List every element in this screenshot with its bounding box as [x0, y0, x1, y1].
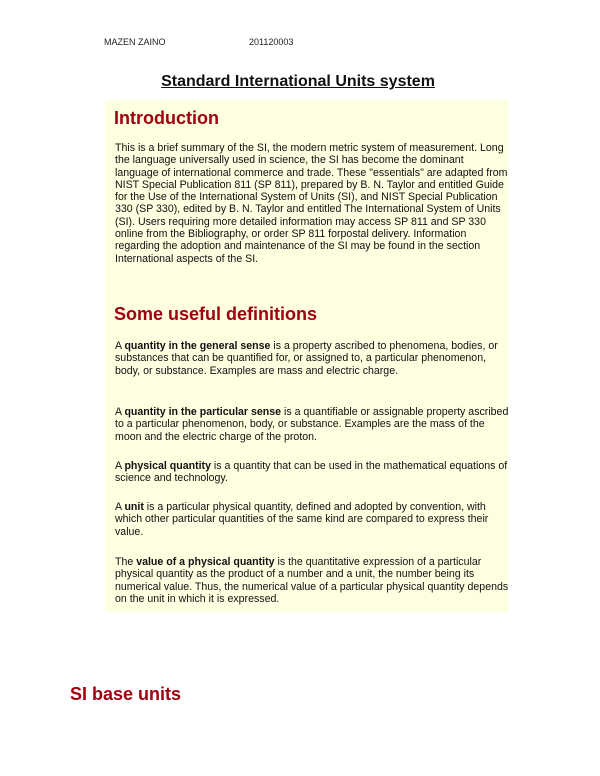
definition-term: quantity in the general sense	[124, 340, 271, 352]
definition-prefix: A	[115, 460, 125, 472]
introduction-heading: Introduction	[114, 108, 219, 128]
definition-term: physical quantity	[124, 460, 211, 472]
definition-text: is the quantitative expression of a particular physical quantity as the product of a number and a unit, the number being its numerical value. Thus, the numerical value of a particular physical quantity depends on the unit in which it is expressed.	[115, 556, 509, 605]
document-title: Standard International Units system	[161, 73, 435, 90]
definitions-heading: Some useful definitions	[114, 304, 318, 324]
definition-prefix: A	[115, 340, 125, 352]
definition-prefix: A	[115, 406, 125, 418]
definition-unit	[115, 501, 510, 538]
definition-term: value of a physical quantity	[136, 556, 275, 568]
definition-value-of-quantity	[115, 556, 510, 605]
definition-term: unit	[124, 501, 144, 513]
introduction-paragraph: This is a brief summary of the SI, the modern metric system of measurement. Long the language universally used in science, the SI has become the dominant language of international commerce and trade. These "essentials" are adapted from NIST Special Publication 811 (SP 811), prepared by B. N. Taylor and entitled Guide for the Use of the International System of Units (SI), and NIST Special Publication 330 (SP 330), edited by B. N. Taylor and entitled The International System of Units (SI). Users requiring more detailed information may access SP 811 and SP 330 online from the Bibliography, or order SP 811 forpostal delivery. Information regarding the adoption and maintenance of the SI may be found in the section International aspects of the SI.	[115, 142, 508, 265]
definition-text: is a quantity that can be used in the mathematical equations of science and technology.	[115, 460, 508, 485]
definition-text: is a quantifiable or assignable property ascribed to a particular phenomenon, body, or substance. Examples are the mass of the moon and the electric charge of the proton.	[115, 406, 509, 443]
definition-prefix: The	[115, 556, 137, 568]
definition-prefix: A	[115, 501, 125, 513]
definition-term: quantity in the particular sense	[124, 406, 282, 418]
si-base-units-heading: SI base units	[70, 684, 182, 704]
definition-particular-quantity	[115, 406, 510, 443]
definition-text: is a particular physical quantity, defined and adopted by convention, with which other particular quantities of the same kind are compared to express their value.	[115, 501, 489, 538]
document-title-wrapper	[0, 73, 600, 91]
definition-text: is a property ascribed to phenomena, bodies, or substances that can be quantified for, or assigned to, a particular phenomenon, body, or substance. Examples are mass and electric charge.	[115, 340, 498, 377]
definition-general-quantity	[115, 340, 510, 377]
header-author: MAZEN ZAINO	[104, 37, 166, 47]
definition-physical-quantity	[115, 460, 510, 485]
header-student-id: 201120003	[249, 37, 294, 47]
